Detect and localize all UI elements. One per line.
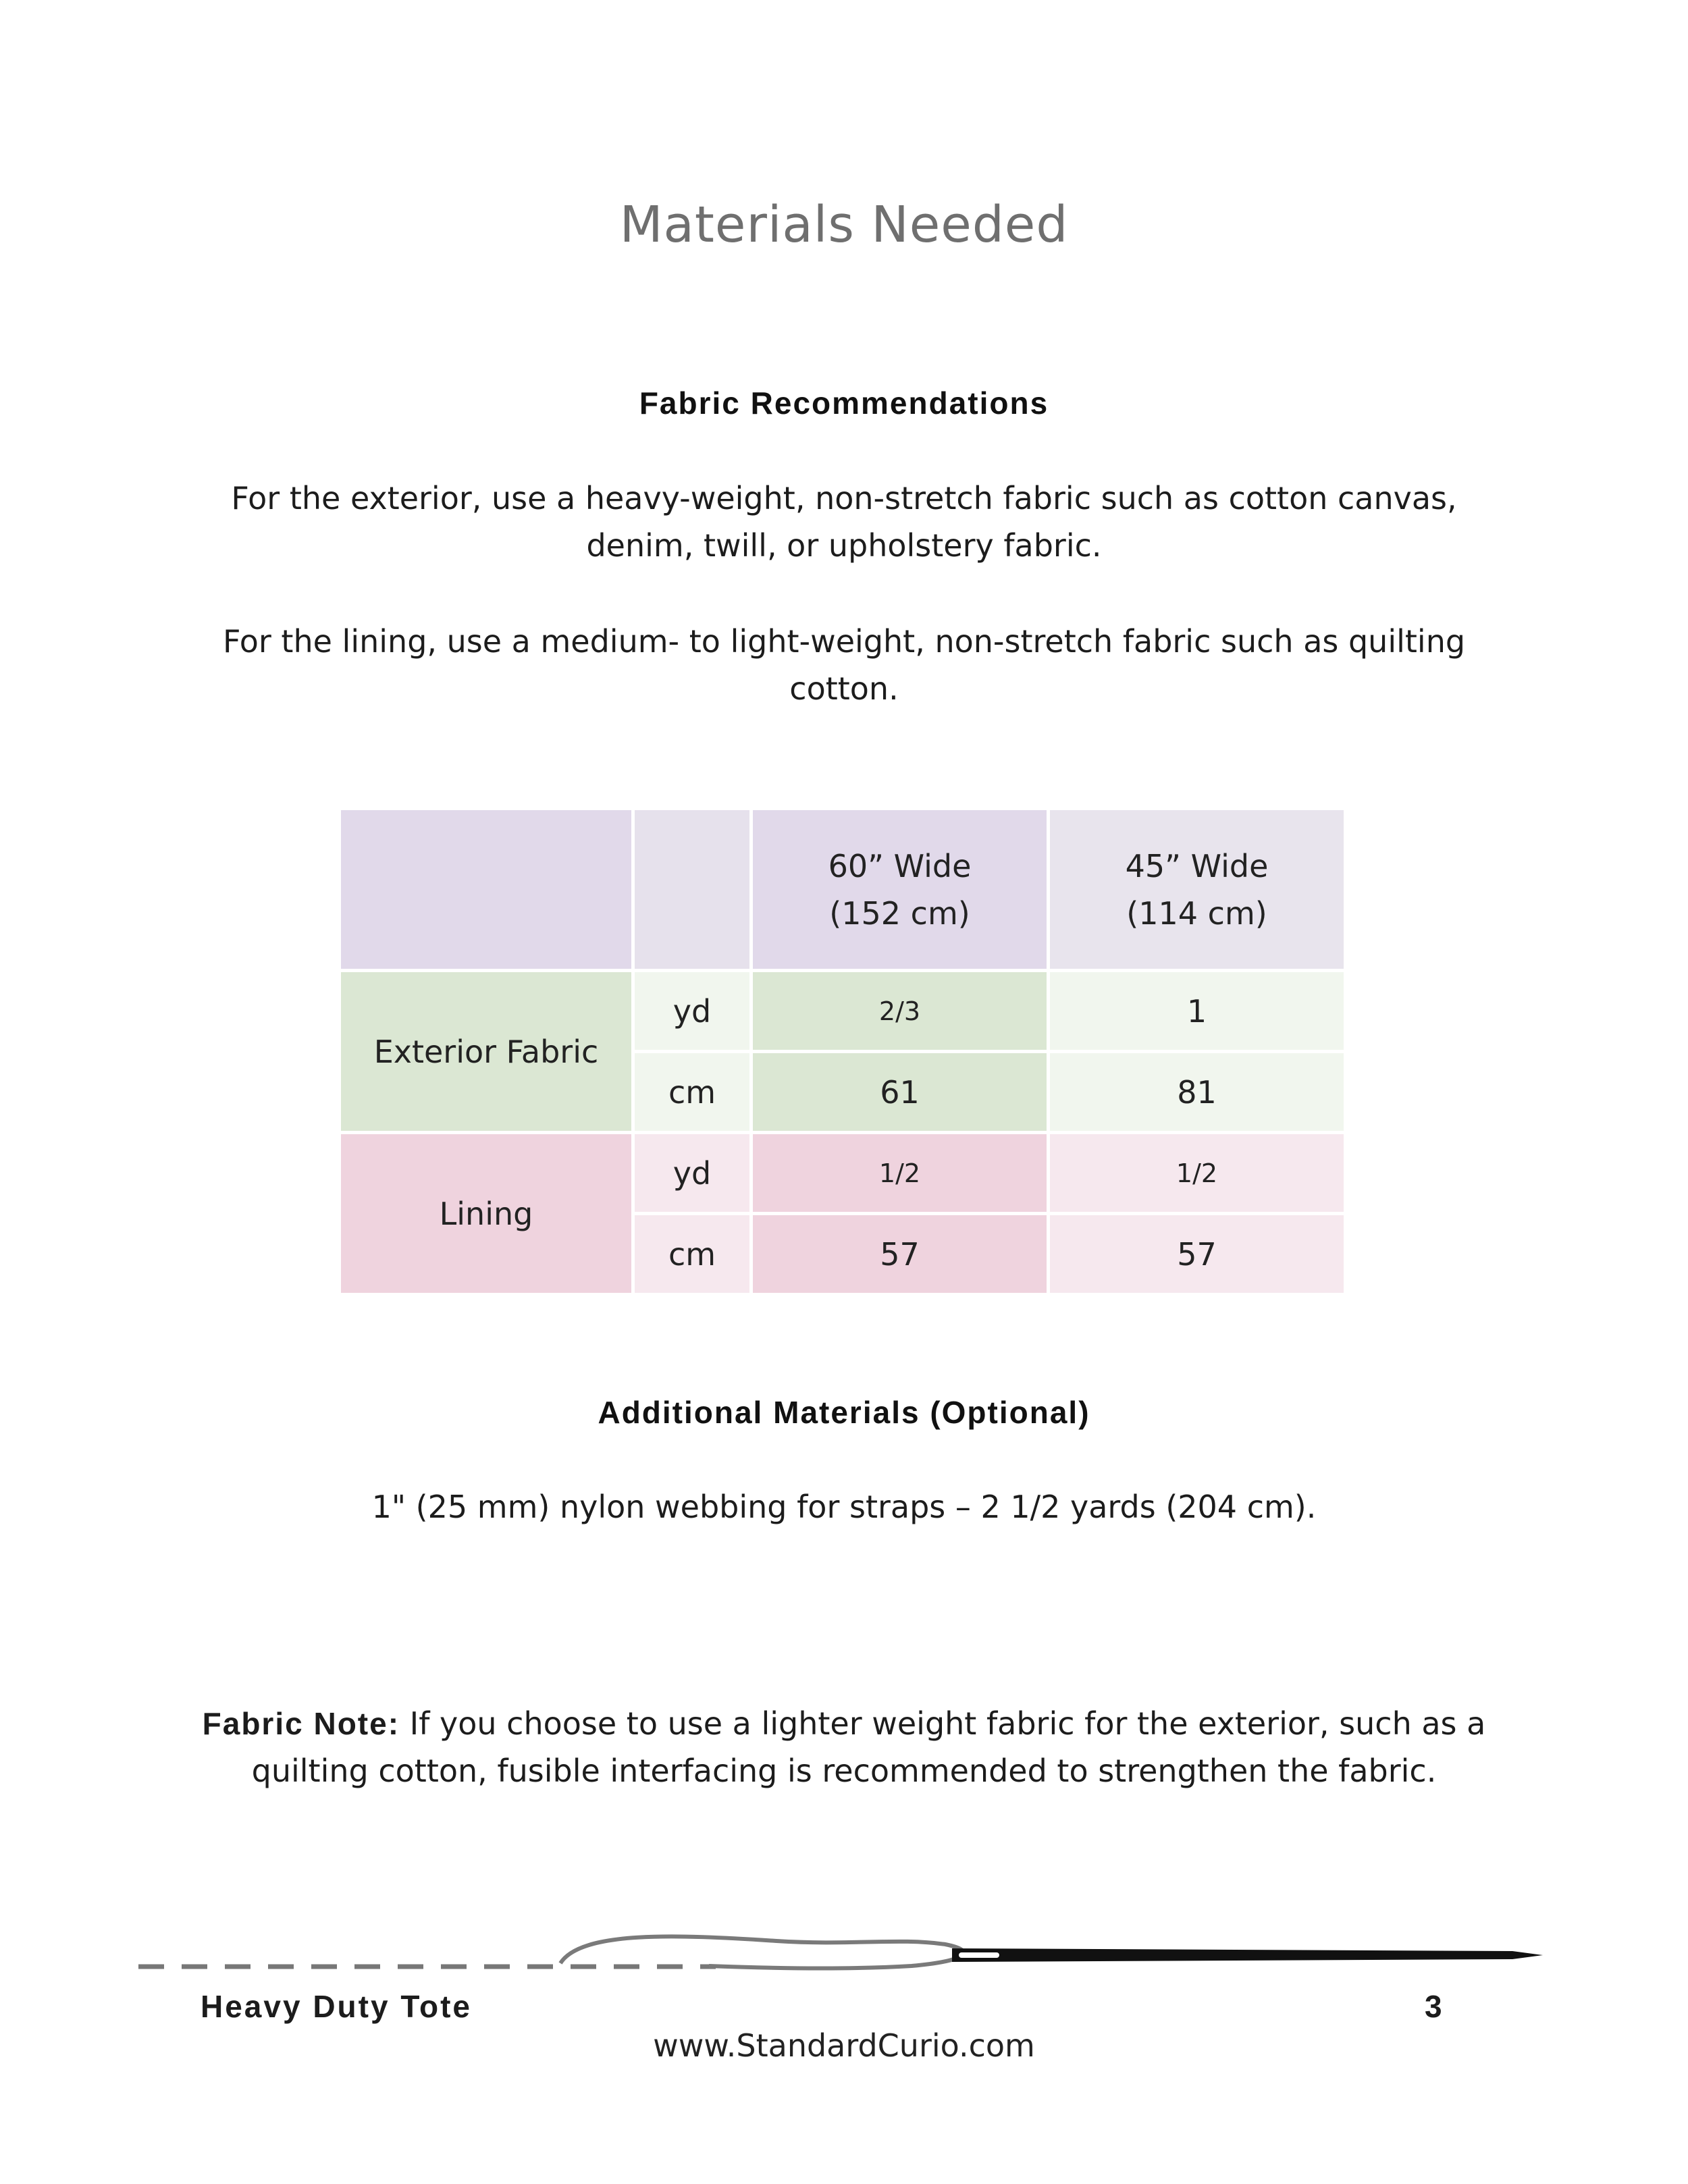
header-60-wide-line2: (152 cm) <box>829 895 970 932</box>
header-45-wide-line2: (114 cm) <box>1126 895 1267 932</box>
page-title: Materials Needed <box>619 196 1069 254</box>
unit-yd: yd <box>633 1133 751 1214</box>
exterior-cm-45: 81 <box>1049 1052 1346 1133</box>
lining-yd-60: 1/2 <box>751 1133 1049 1214</box>
lining-label: Lining <box>340 1133 633 1295</box>
fabric-note-text1: If you choose to use a lighter weight fabric for the exterior, such as a <box>400 1705 1486 1742</box>
fabric-recommendations-heading: Fabric Recommendations <box>639 385 1049 421</box>
unit-yd: yd <box>633 971 751 1052</box>
exterior-cm-60: 61 <box>751 1052 1049 1133</box>
header-unit-cell <box>633 809 751 971</box>
fabric-note-line1 <box>169 1700 1519 1747</box>
lining-line-2: cotton. <box>789 670 899 707</box>
table-row <box>340 1133 1346 1214</box>
footer-doc-title: Heavy Duty Tote <box>201 1989 473 2024</box>
exterior-line-2: denim, twill, or upholstery fabric. <box>586 527 1102 564</box>
table-row <box>340 971 1346 1052</box>
needle-eye <box>959 1952 999 1958</box>
exterior-yd-45: 1 <box>1049 971 1346 1052</box>
header-empty-cell <box>340 809 633 971</box>
lining-recommendation <box>203 618 1485 712</box>
additional-materials-text: 1" (25 mm) nylon webbing for straps – 2 1/2 yards (204 cm). <box>371 1489 1317 1525</box>
header-45-wide-line1: 45” Wide <box>1125 847 1269 884</box>
exterior-line-1: For the exterior, use a heavy-weight, non-stretch fabric such as cotton canvas, <box>231 480 1457 516</box>
lining-cm-60: 57 <box>751 1214 1049 1295</box>
exterior-recommendation <box>203 475 1485 569</box>
footer-url-link[interactable]: www.StandardCurio.com <box>653 2027 1035 2064</box>
fabric-note-line2: quilting cotton, fusible interfacing is recommended to strengthen the fabric. <box>251 1753 1437 1789</box>
additional-materials-heading: Additional Materials (Optional) <box>598 1395 1090 1430</box>
lining-yd-45: 1/2 <box>1049 1133 1346 1214</box>
table-header-row <box>340 809 1346 971</box>
lining-line-1: For the lining, use a medium- to light-weight, non-stretch fabric such as quilting <box>222 623 1466 660</box>
fabric-note <box>169 1700 1519 1794</box>
header-60-wide <box>751 809 1049 971</box>
header-45-wide <box>1049 809 1346 971</box>
needle-and-thread-icon <box>0 1904 1688 1985</box>
exterior-yd-60: 2/3 <box>751 971 1049 1052</box>
needle-shaft <box>952 1948 1543 1962</box>
unit-cm: cm <box>633 1214 751 1295</box>
thread-curve <box>560 1936 964 1968</box>
lining-cm-45: 57 <box>1049 1214 1346 1295</box>
unit-cm: cm <box>633 1052 751 1133</box>
exterior-fabric-label: Exterior Fabric <box>340 971 633 1133</box>
header-60-wide-line1: 60” Wide <box>828 847 972 884</box>
fabric-note-label: Fabric Note: <box>202 1706 400 1741</box>
footer-page-number: 3 <box>1425 1989 1442 2024</box>
fabric-yardage-table <box>338 807 1347 1296</box>
